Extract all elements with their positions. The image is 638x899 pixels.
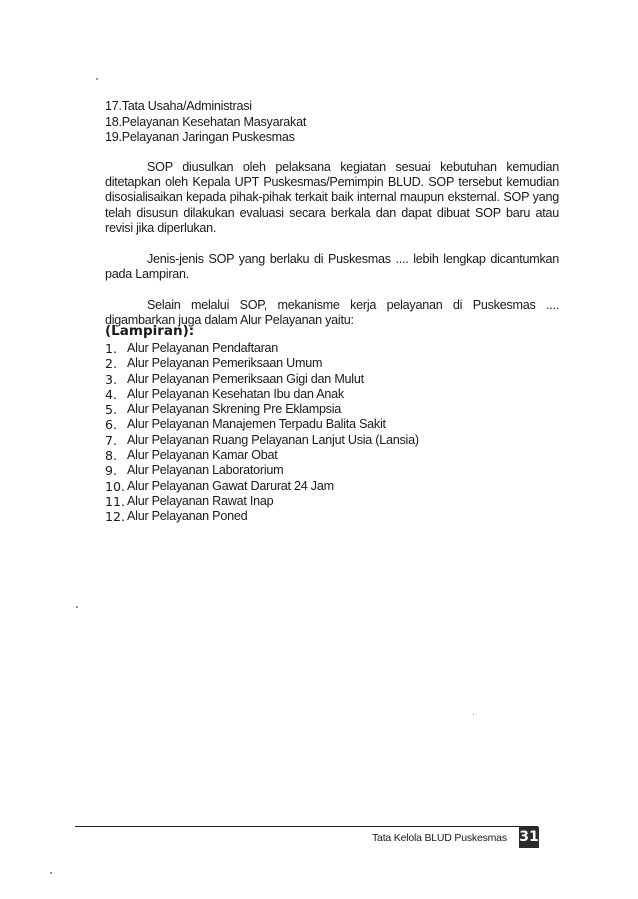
list-item bbox=[105, 417, 419, 432]
list-item: 19.Pelayanan Jaringan Puskesmas bbox=[105, 130, 295, 144]
list-item bbox=[105, 463, 419, 478]
footer-divider bbox=[75, 826, 538, 827]
list-item bbox=[105, 387, 419, 402]
item-number: 1. bbox=[105, 341, 118, 356]
scan-speck bbox=[96, 78, 98, 80]
list-item bbox=[105, 494, 419, 509]
item-text: Alur Pelayanan Poned bbox=[127, 509, 248, 524]
item-number: 6. bbox=[105, 417, 118, 433]
item-text: Alur Pelayanan Pemeriksaan Gigi dan Mulut bbox=[127, 371, 364, 386]
paragraph-text: Selain melalui SOP, mekanisme kerja pelayanan di Puskesmas .... digambarkan juga dalam Alur Pelayanan yaitu: bbox=[105, 298, 559, 328]
item-number: 2. bbox=[105, 356, 118, 372]
item-text: Alur Pelayanan Ruang Pelayanan Lanjut Usia (Lansia) bbox=[127, 432, 419, 447]
item-text: Alur Pelayanan Rawat Inap bbox=[127, 493, 274, 508]
item-text: Alur Pelayanan Kamar Obat bbox=[127, 448, 278, 463]
item-text: Alur Pelayanan Skrening Pre Eklampsia bbox=[127, 402, 342, 417]
lampiran-heading: (Lampiran): bbox=[105, 323, 195, 339]
list-item bbox=[105, 402, 419, 417]
list-item bbox=[105, 509, 419, 524]
item-number: 4. bbox=[105, 386, 118, 402]
item-number: 8. bbox=[105, 448, 118, 464]
list-item bbox=[105, 341, 419, 356]
item-number: 5. bbox=[105, 402, 118, 418]
item-number: 10. bbox=[105, 478, 126, 494]
continued-list bbox=[105, 99, 565, 146]
item-text: Alur Pelayanan Pendaftaran bbox=[127, 341, 279, 355]
list-item bbox=[105, 372, 419, 387]
paragraph-text: Jenis-jenis SOP yang berlaku di Puskesmas .... lebih lengkap dicantumkan pada Lampiran. bbox=[105, 252, 559, 282]
list-item bbox=[105, 479, 419, 494]
item-number: 9. bbox=[105, 463, 118, 479]
item-text: Alur Pelayanan Manajemen Terpadu Balita Sakit bbox=[127, 417, 386, 432]
list-item: 18.Pelayanan Kesehatan Masyarakat bbox=[105, 114, 307, 129]
paragraph-sop-process bbox=[105, 160, 559, 236]
list-item bbox=[105, 356, 419, 371]
list-item: 17.Tata Usaha/Administrasi bbox=[105, 99, 252, 113]
item-text: Alur Pelayanan Kesehatan Ibu dan Anak bbox=[127, 386, 344, 401]
scan-speck bbox=[473, 714, 474, 715]
item-text: Alur Pelayanan Laboratorium bbox=[127, 463, 284, 478]
item-number: 12. bbox=[105, 509, 126, 525]
item-text: Alur Pelayanan Gawat Darurat 24 Jam bbox=[127, 478, 334, 493]
list-item bbox=[105, 448, 419, 463]
item-number: 3. bbox=[105, 371, 118, 387]
item-number: 7. bbox=[105, 432, 118, 448]
scan-speck bbox=[76, 606, 78, 608]
list-item bbox=[105, 433, 419, 448]
item-number: 11. bbox=[105, 493, 126, 509]
item-text: Alur Pelayanan Pemeriksaan Umum bbox=[127, 356, 323, 371]
paragraph-sop-types bbox=[105, 252, 559, 282]
paragraph-text: SOP diusulkan oleh pelaksana kegiatan sesuai kebutuhan kemudian ditetapkan oleh Kepala UPT Puskesmas/Pemimpin BLUD. SOP tersebut kemudian disosialisaikan kepada pihak-pihak terkait baik internal maupun eksternal. SOP yang telah disusun dilakukan evaluasi secara berkala dan dapat dibuat SOP baru atau revisi jika diperlukan. bbox=[105, 160, 559, 235]
footer-title: Tata Kelola BLUD Puskesmas bbox=[372, 832, 507, 844]
scan-speck bbox=[50, 872, 52, 874]
page-number-badge: 31 bbox=[519, 827, 539, 848]
service-flow-list bbox=[105, 341, 419, 525]
